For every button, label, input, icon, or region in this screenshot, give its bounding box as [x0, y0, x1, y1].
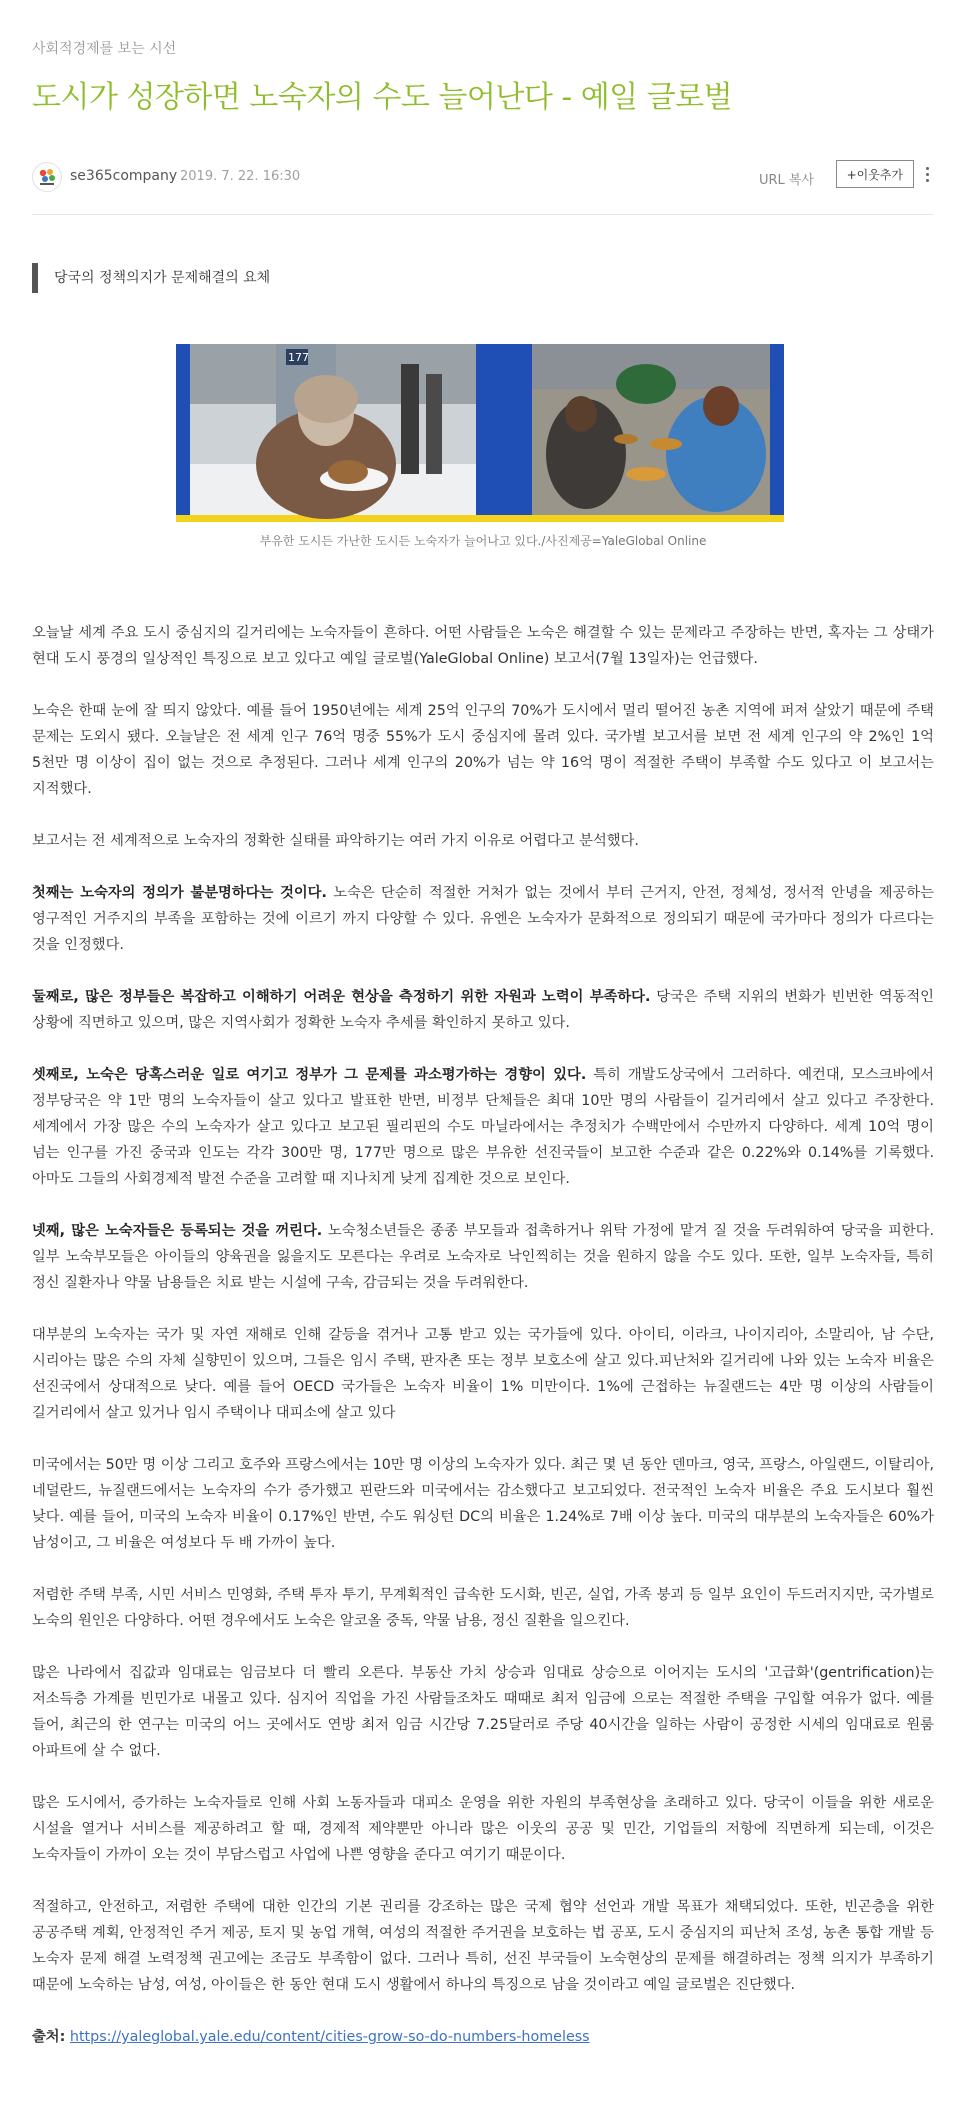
- paragraph: 보고서는 전 세계적으로 노숙자의 정확한 실태를 파악하기는 여러 가지 이유로 어렵다고 분석했다.: [32, 833, 639, 849]
- paragraph: 첫째는 노숙자의 정의가 불분명하다는 것이다. 노숙은 단순히 적절한 거처가 없는 것에서 부터 근거지, 안전, 정체성, 정서적 안녕을 제공하는 영구적인 거주지의 부족을 포함하는 것에 이르기 까지 다양할 수 있다. 유엔은 노숙자가 문화적으로 정의되기 때문에 국가마다 정의가 다르다는 것을 인정했다.: [32, 885, 934, 953]
- post-meta-bar: [32, 160, 932, 196]
- add-neighbor-button[interactable]: +이웃추가: [836, 160, 914, 188]
- paragraph: 노숙은 한때 눈에 잘 띄지 않았다. 예를 들어 1950년에는 세계 25억 인구의 70%가 도시에서 멀리 떨어진 농촌 지역에 퍼져 살았기 때문에 주택 문제는 도외시 됐다. 오늘날은 전 세계 인구 76억 명중 55%가 도시 중심지에 몰려 있다. 국가별 보고서를 보면 전 세계 인구의 약 2%인 1억 5천만 명 이상이 집이 없는 것으로 추정된다. 그러나 세계 인구의 20%가 넘는 약 16억 명이 적절한 주택이 부족할 수도 있다고 이 보고서는 지적했다.: [32, 703, 934, 797]
- paragraph: 넷째, 많은 노숙자들은 등록되는 것을 꺼린다. 노숙청소년들은 종종 부모들과 접촉하거나 위탁 가정에 맡겨 질 것을 두려워하여 당국을 피한다. 일부 노숙부모들은 아이들의 양육권을 잃을지도 모른다는 우려로 노숙자로 낙인찍히는 것을 원하지 않을 수도 있다. 또한, 일부 노숙자들, 특히 정신 질환자나 약물 남용들은 치료 받는 시설에 구속, 감금되는 것을 두려워한다.: [32, 1223, 934, 1291]
- post-title: 도시가 성장하면 노숙자의 수도 늘어난다 - 예일 글로벌: [32, 80, 733, 115]
- author-name[interactable]: se365company: [70, 168, 178, 184]
- company-logo-icon: [33, 163, 61, 191]
- source-link[interactable]: https://yaleglobal.yale.edu/content/cities-grow-so-do-numbers-homeless: [69, 2029, 590, 2045]
- photo-caption: 부유한 도시든 가난한 도시든 노숙자가 늘어나고 있다./사진제공=YaleGlobal Online: [259, 534, 707, 548]
- paragraph: 오늘날 세계 주요 도시 중심지의 길거리에는 노숙자들이 흔하다. 어떤 사람들은 노숙은 해결할 수 있는 문제라고 주장하는 반면, 혹자는 그 상태가 현대 도시 풍경의 일상적인 특징으로 보고 있다고 예일 글로벌(YaleGlobal Online) 보고서(7월 13일자)는 언급했다.: [32, 625, 934, 667]
- paragraph: 대부분의 노숙자는 국가 및 자연 재해로 인해 갈등을 겪거나 고통 받고 있는 국가들에 있다. 아이티, 이라크, 나이지리아, 소말리아, 남 수단, 시리아는 많은 수의 자체 실향민이 있으며, 그들은 임시 주택, 판자촌 또는 정부 보호소에 살고 있다.피난처와 길거리에 나와 있는 노숙자 비율은 선진국에서 상대적으로 낮다. 예를 들어 OECD 국가들은 노숙자 비율이 1% 미만이다. 1%에 근접하는 뉴질랜드는 4만 명 이상의 사람들이 길거리에서 살고 있거나 임시 주택이나 대피소에 살고 있다: [32, 1327, 934, 1421]
- url-copy-button[interactable]: URL 복사: [758, 173, 814, 188]
- avatar[interactable]: [32, 162, 62, 192]
- post-date: 2019. 7. 22. 16:30: [180, 169, 301, 184]
- article-photo[interactable]: [176, 344, 784, 522]
- source-label: 출처:: [32, 2029, 66, 2045]
- svg-text:177: 177: [288, 351, 309, 364]
- paragraph: 적절하고, 안전하고, 저렴한 주택에 대한 인간의 기본 권리를 강조하는 많은 국제 협약 선언과 개발 목표가 채택되었다. 또한, 빈곤층을 위한 공공주택 계획, 안정적인 주거 제공, 토지 및 농업 개혁, 여성의 적절한 주거권을 보호하는 법 공포, 도시 중심지의 피난처 조성, 농촌 통합 개발 등 노숙자 문제 해결 노력정책 권고에는 조금도 부족함이 없다. 그러나 특히, 선진 부국들이 노숙현상의 문제를 해결하려는 정책 의지가 부족하기 때문에 노숙하는 남성, 여성, 아이들은 한 동안 현대 도시 생활에서 하나의 특징으로 남을 것이라고 예일 글로벌은 진단했다.: [32, 1899, 934, 1993]
- article-body: [32, 620, 934, 2050]
- category-link[interactable]: 사회적경제를 보는 시선: [32, 41, 177, 57]
- paragraph: 둘째로, 많은 정부들은 복잡하고 이해하기 어려운 현상을 측정하기 위한 자원과 노력이 부족하다. 당국은 주택 지위의 변화가 빈번한 역동적인 상황에 직면하고 있으며, 많은 지역사회가 정확한 노숙자 추세를 확인하지 못하고 있다.: [32, 989, 934, 1031]
- paragraph: 미국에서는 50만 명 이상 그리고 호주와 프랑스에서는 10만 명 이상의 노숙자가 있다. 최근 몇 년 동안 덴마크, 영국, 프랑스, 아일랜드, 이탈리아, 네덜란드, 뉴질랜드에서는 노숙자의 수가 증가했고 핀란드와 미국에서는 감소했다고 보고되었다. 전국적인 노숙자 비율은 주요 도시보다 훨씬 낮다. 예를 들어, 미국의 노숙자 비율이 0.17%인 반면, 수도 워싱턴 DC의 비율은 1.24%로 7배 이상 높다. 미국의 대부분의 노숙자들은 60%가 남성이고, 그 비율은 여성보다 두 배 가까이 높다.: [32, 1457, 934, 1551]
- more-vertical-icon[interactable]: [922, 164, 932, 186]
- paragraph: 많은 도시에서, 증가하는 노숙자들로 인해 사회 노동자들과 대피소 운영을 위한 자원의 부족현상을 초래하고 있다. 당국이 이들을 위한 새로운 시설을 열거나 서비스를 제공하려고 할 때, 경제적 제약뿐만 아니라 많은 이웃의 공공 및 민간, 기업들의 저항에 직면하게 되는데, 이것은 노숙자들이 가까이 오는 것이 부담스럽고 사업에 나쁜 영향을 준다고 여기기 때문이다.: [32, 1795, 934, 1863]
- paragraph: 저렴한 주택 부족, 시민 서비스 민영화, 주택 투자 투기, 무계획적인 급속한 도시화, 빈곤, 실업, 가족 붕괴 등 일부 요인이 두드러지지만, 국가별로 노숙의 원인은 다양하다. 어떤 경우에서도 노숙은 알코올 중독, 약물 남용, 정신 질환을 일으킨다.: [32, 1587, 934, 1629]
- source-line: [32, 2024, 934, 2050]
- paragraph: 많은 나라에서 집값과 임대료는 임금보다 더 빨리 오른다. 부동산 가치 상승과 임대료 상승으로 이어지는 도시의 '고급화'(gentrification)는 저소득층 가계를 빈민가로 내몰고 있다. 심지어 직업을 가진 사람들조차도 때때로 최저 임금에 으로는 적절한 주택을 구입할 여유가 없다. 예를 들어, 최근의 한 연구는 미국의 어느 곳에서도 연방 최저 임금 시간당 7.25달러로 주당 40시간을 일하는 사람이 공정한 시세의 임대료로 원룸 아파트에 살 수 없다.: [32, 1665, 934, 1759]
- homeless-photo-collage: [176, 344, 784, 522]
- pull-quote: 당국의 정책의지가 문제해결의 요체: [32, 263, 270, 293]
- paragraph: 셋째로, 노숙은 당혹스러운 일로 여기고 정부가 그 문제를 과소평가하는 경향이 있다. 특히 개발도상국에서 그러하다. 예컨대, 모스크바에서 정부당국은 약 1만 명의 노숙자들이 살고 있다고 발표한 반면, 비정부 단체들은 최대 10만 명의 사람들이 길거리에서 살고 있다고 주장한다. 세계에서 가장 많은 수의 노숙자가 살고 있다고 보고된 필리핀의 수도 마닐라에서는 추정치가 수백만에서 수만까지 다양하다. 세계 10억 명이 넘는 인구를 가진 중국과 인도는 각각 300만 명, 177만 명으로 많은 부유한 선진국들이 보고한 수준과 같은 0.22%와 0.14%를 기록했다. 아마도 그들의 사회경제적 발전 수준을 고려할 때 지나치게 낮게 집계한 것으로 보인다.: [32, 1067, 934, 1187]
- header-divider: [32, 214, 934, 215]
